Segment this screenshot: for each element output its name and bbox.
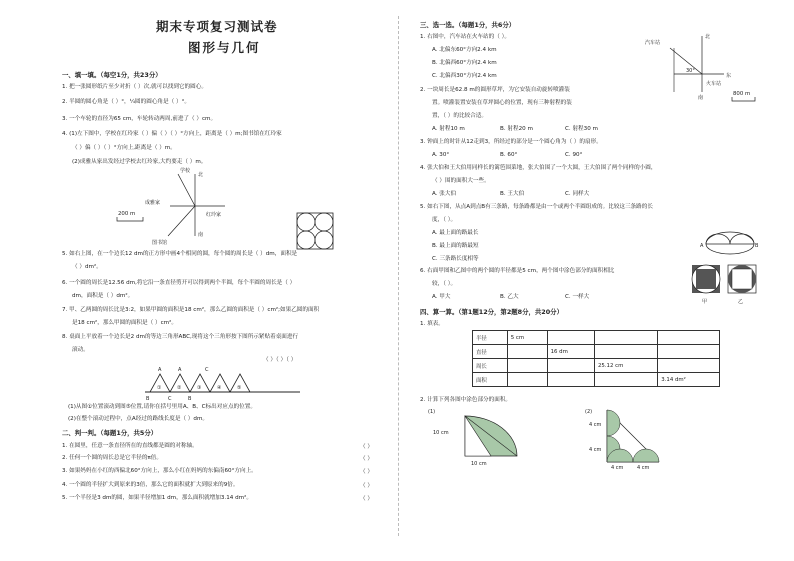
page-title: 期末专项复习测试卷 bbox=[156, 19, 278, 34]
s1-q8-line2: 滚动。 bbox=[72, 347, 89, 353]
school-label: 学校 bbox=[180, 168, 191, 174]
fig2-left-bottom-label: 4 cm bbox=[589, 447, 602, 453]
section-4-heading: 四、算一算。（第1题12分，第2题8分，共20分） bbox=[420, 308, 563, 316]
s4-q2: 2. 计算下列各图中涂色部分的面积。 bbox=[420, 397, 512, 403]
s1-q3: 3. 一个车轮的直径为65 cm，车轮转动两周,前进了（ ）cm。 bbox=[62, 116, 217, 122]
table-cell: 3.14 dm² bbox=[658, 373, 720, 387]
s1-q6-line2: dm，面积是（ ）dm²。 bbox=[72, 293, 134, 299]
s4-q1: 1. 填表。 bbox=[420, 321, 444, 327]
s2-item-5: 5. 一个半径是3 dm的圆，如果半径增加1 dm，那么面积就增加3.14 dm²。 bbox=[62, 495, 252, 501]
table-cell[interactable] bbox=[507, 345, 547, 359]
bus-station-label: 汽车站 bbox=[645, 40, 661, 46]
fill-table bbox=[472, 330, 720, 387]
s1-q4-line1: 4. (1)左下图中，学校在红玲家（ ）偏（ ）（ ）°方向上，距离是（ ）m;图书馆在红玲家 bbox=[62, 131, 282, 137]
s3-q5-line2: 度，（ ）。 bbox=[432, 217, 457, 223]
table-cell: 16 dm bbox=[547, 345, 594, 359]
table-cell: 半径 bbox=[473, 331, 508, 345]
s3-q2-opt-b: B. 射程20 m bbox=[500, 126, 533, 132]
table-row bbox=[473, 373, 720, 387]
s3-q1: 1. 右图中，汽车站在火车站的（ ）。 bbox=[420, 34, 510, 40]
s2-mark-1[interactable]: （ ） bbox=[360, 444, 373, 450]
tri-label-a2: A bbox=[178, 367, 182, 373]
q8-answer-parens: （ ）（ ）（ ） bbox=[263, 357, 297, 363]
library-label: 图书馆 bbox=[152, 240, 168, 246]
s1-q5-line1: 5. 如右上图，在一个边长12 dm的正方形中画4个相同的圆，每个圆的周长是（ ）dm，面积是 bbox=[62, 251, 298, 257]
s2-mark-5[interactable]: （ ） bbox=[360, 496, 373, 502]
point-a-label: A bbox=[700, 243, 704, 249]
tri-num-2: ② bbox=[177, 385, 182, 391]
s3-q4-line2: （ ）围的面积大一些。 bbox=[432, 178, 490, 184]
table-cell[interactable] bbox=[547, 373, 594, 387]
s3-q2-opt-a: A. 射程10 m bbox=[432, 126, 465, 132]
s1-q1: 1. 把一张圆形纸片至少对折（ ）次,就可以找到它的圆心。 bbox=[62, 84, 207, 90]
s1-q4-line2: （ ）偏（ ）（ ）°方向上,距离是（ ）m。 bbox=[72, 145, 176, 151]
section-3-heading: 三、选一选。（每题1分，共6分） bbox=[420, 21, 516, 29]
s3-q5-line1: 5. 如右下图，从点A到点B有三条路，每条路都是由一个或两个半圆组成的。比较这三条路的长 bbox=[420, 204, 653, 210]
table-cell[interactable] bbox=[658, 345, 720, 359]
station-angle-label: 30° bbox=[686, 68, 695, 74]
s3-q6-line2: 较，（ ）。 bbox=[432, 281, 457, 287]
fig2-left-top-label: 4 cm bbox=[589, 422, 602, 428]
table-cell[interactable] bbox=[507, 373, 547, 387]
column-divider bbox=[398, 16, 399, 536]
honglin-label: 红玲家 bbox=[206, 212, 222, 218]
tri-num-1: ① bbox=[157, 385, 162, 391]
s3-q2-line3: 置，（ ）的比较合适。 bbox=[432, 113, 487, 119]
tri-num-5: ⑤ bbox=[237, 385, 242, 391]
rolling-triangles-figure bbox=[140, 358, 310, 406]
scale-bar bbox=[116, 217, 146, 223]
fig1-width-label: 10 cm bbox=[471, 461, 487, 467]
table-cell[interactable] bbox=[547, 331, 594, 345]
s2-item-4: 4. 一个圆的半径扩大到原来的3倍，那么它的面积就扩大到原来的9倍。 bbox=[62, 482, 239, 488]
tri-num-3: ③ bbox=[197, 385, 202, 391]
s3-q1-opt-b: B. 北偏西60°方向2.4 km bbox=[432, 60, 497, 66]
s1-q5-line2: （ ）dm²。 bbox=[72, 264, 102, 270]
station-south-label: 南 bbox=[698, 95, 704, 100]
s2-mark-4[interactable]: （ ） bbox=[360, 483, 373, 489]
shaded-figure-2 bbox=[583, 404, 673, 470]
fig2-number: (2) bbox=[585, 409, 593, 415]
table-cell: 5 cm bbox=[507, 331, 547, 345]
tri-num-4: ④ bbox=[217, 385, 222, 391]
table-row bbox=[473, 359, 720, 373]
table-cell[interactable] bbox=[547, 359, 594, 373]
semicircle-paths-figure bbox=[700, 228, 760, 258]
s1-q6-line1: 6. 一个圆的周长是12.56 dm,将它沿一条直径剪开可以得到两个半圆，每个半圆的周长是（ ） bbox=[62, 280, 296, 286]
scale-label-800: 800 m bbox=[733, 91, 751, 97]
s3-q2-opt-c: C. 射程30 m bbox=[565, 126, 598, 132]
train-station-label: 火车站 bbox=[706, 81, 722, 87]
s3-q4-opt-a: A. 张大伯 bbox=[432, 191, 457, 197]
s1-q8-line1: 8. 桌面上平放着一个边长是2 dm的等边三角形ABC,现将这个三角形按下图所示紧贴着桌面进行 bbox=[62, 334, 299, 340]
s3-q5-opt-b: B. 最上面的路最短 bbox=[432, 243, 479, 249]
south-label: 南 bbox=[198, 232, 204, 238]
s1-q8-sub2: (2)在整个滚动过程中，点A经过的路线长度是（ ）dm。 bbox=[68, 416, 208, 422]
tri-label-b: B bbox=[146, 396, 150, 402]
scale-label-200: 200 m bbox=[118, 211, 136, 217]
s3-q6-line1: 6. 右面甲图和乙图中的两个圆的半径都是5 cm，两个图中涂色部分的面积相比 bbox=[420, 268, 615, 274]
table-cell[interactable] bbox=[507, 359, 547, 373]
s3-q2-line1: 2. 一块周长是62.8 m的圆形草坪，为它安装自动旋转喷灌装 bbox=[420, 87, 570, 93]
table-row bbox=[473, 331, 720, 345]
point-b-label: B bbox=[755, 243, 759, 249]
station-north-label: 北 bbox=[705, 34, 711, 40]
tri-label-c2: C bbox=[205, 367, 209, 373]
north-label: 北 bbox=[198, 172, 204, 178]
s3-q3-opt-a: A. 30° bbox=[432, 152, 450, 158]
table-cell[interactable] bbox=[658, 359, 720, 373]
table-cell: 周长 bbox=[473, 359, 508, 373]
fig-jia-label: 甲 bbox=[702, 299, 708, 305]
table-row bbox=[473, 345, 720, 359]
s2-mark-2[interactable]: （ ） bbox=[360, 456, 373, 462]
table-cell: 25.12 cm bbox=[594, 359, 657, 373]
s3-q3-opt-c: C. 90° bbox=[565, 152, 583, 158]
fig1-number: (1) bbox=[428, 409, 436, 415]
fig1-height-label: 10 cm bbox=[433, 430, 449, 436]
s3-q4-line1: 4. 张大伯和王大伯用同样长的篱笆围菜地，张大伯围了一个大圆，王大伯围了两个同样的小圆， bbox=[420, 165, 657, 171]
s3-q5-opt-c: C. 三条路长度相等 bbox=[432, 256, 479, 262]
s3-q3: 3. 钟面上的时针从12走到3，所经过的部分是一个圆心角为（ ）的扇形。 bbox=[420, 139, 602, 145]
table-cell[interactable] bbox=[594, 331, 657, 345]
station-east-label: 东 bbox=[726, 73, 732, 79]
s3-q1-opt-c: C. 北偏西30°方向2.4 km bbox=[432, 73, 497, 79]
tri-label-c: C bbox=[168, 396, 172, 402]
s3-q4-opt-b: B. 王大伯 bbox=[500, 191, 525, 197]
page-subtitle: 图形与几何 bbox=[188, 40, 261, 55]
section-2-heading: 二、判一判。（每题1分，共5分） bbox=[62, 429, 158, 437]
s1-q7-line2: 是18 cm²，那么甲圆的面积是（ ）cm²。 bbox=[72, 320, 177, 326]
table-cell[interactable] bbox=[594, 373, 657, 387]
s1-q8-sub1: (1)从图①位置滚动到图⑤位置,请你在括号里用A、B、C标出对应点的位置。 bbox=[68, 404, 256, 410]
table-cell[interactable] bbox=[594, 345, 657, 359]
s3-q1-opt-a: A. 北偏东60°方向2.4 km bbox=[432, 47, 497, 53]
table-cell[interactable] bbox=[658, 331, 720, 345]
s3-q3-opt-b: B. 60° bbox=[500, 152, 518, 158]
chengya-label: 成雅家 bbox=[145, 200, 161, 206]
shaded-figure-1 bbox=[425, 404, 535, 468]
s3-q6-opt-a: A. 甲大 bbox=[432, 294, 451, 300]
s2-mark-3[interactable]: （ ） bbox=[360, 469, 373, 475]
station-diagram bbox=[640, 30, 740, 100]
s2-item-1: 1. 在圆里，任意一条直径所在的直线都是圆的对称轴。 bbox=[62, 443, 198, 449]
fig2-bottom-left-label: 4 cm bbox=[611, 465, 624, 470]
s1-q7-line1: 7. 甲、乙两圆的周长比是3:2，如果甲圆的面积是18 cm²，那么乙圆的面积是（ ）cm²;如果乙圆的面积 bbox=[62, 307, 320, 313]
jia-yi-figures bbox=[690, 263, 760, 305]
s3-q5-opt-a: A. 最上面的路最长 bbox=[432, 230, 479, 236]
s2-item-2: 2. 任何一个圆的周长总是它半径的π倍。 bbox=[62, 455, 162, 461]
s3-q2-line2: 置。喷灌装置安装在草坪圆心的位置，现有三种射程的装 bbox=[432, 100, 572, 106]
direction-diagram bbox=[140, 166, 250, 246]
fig-yi-label: 乙 bbox=[738, 299, 744, 305]
s1-q4-line3: (2)成雅从家出发经过学校去红玲家,大约要走（ ）m。 bbox=[72, 159, 207, 165]
s3-q4-opt-c: C. 同样大 bbox=[565, 191, 590, 197]
tri-label-b2: B bbox=[188, 396, 192, 402]
table-cell: 直径 bbox=[473, 345, 508, 359]
fig2-bottom-right-label: 4 cm bbox=[637, 465, 650, 470]
s3-q6-opt-c: C. 一样大 bbox=[565, 294, 590, 300]
s1-q2: 2. 半圆的圆心角是（ ）°，¼圆的圆心角是（ ）°。 bbox=[62, 99, 190, 105]
scale-bar-800 bbox=[731, 97, 757, 103]
square-circles-figure bbox=[296, 212, 336, 252]
s2-item-3: 3. 如果妈妈在小红的西偏北60°方向上，那么小红在妈妈的东偏南60°方向上。 bbox=[62, 468, 257, 474]
table-cell: 面积 bbox=[473, 373, 508, 387]
tri-label-a1: A bbox=[158, 367, 162, 373]
section-1-heading: 一、填一填。（每空1分，共23分） bbox=[62, 71, 162, 79]
s3-q6-opt-b: B. 乙大 bbox=[500, 294, 519, 300]
